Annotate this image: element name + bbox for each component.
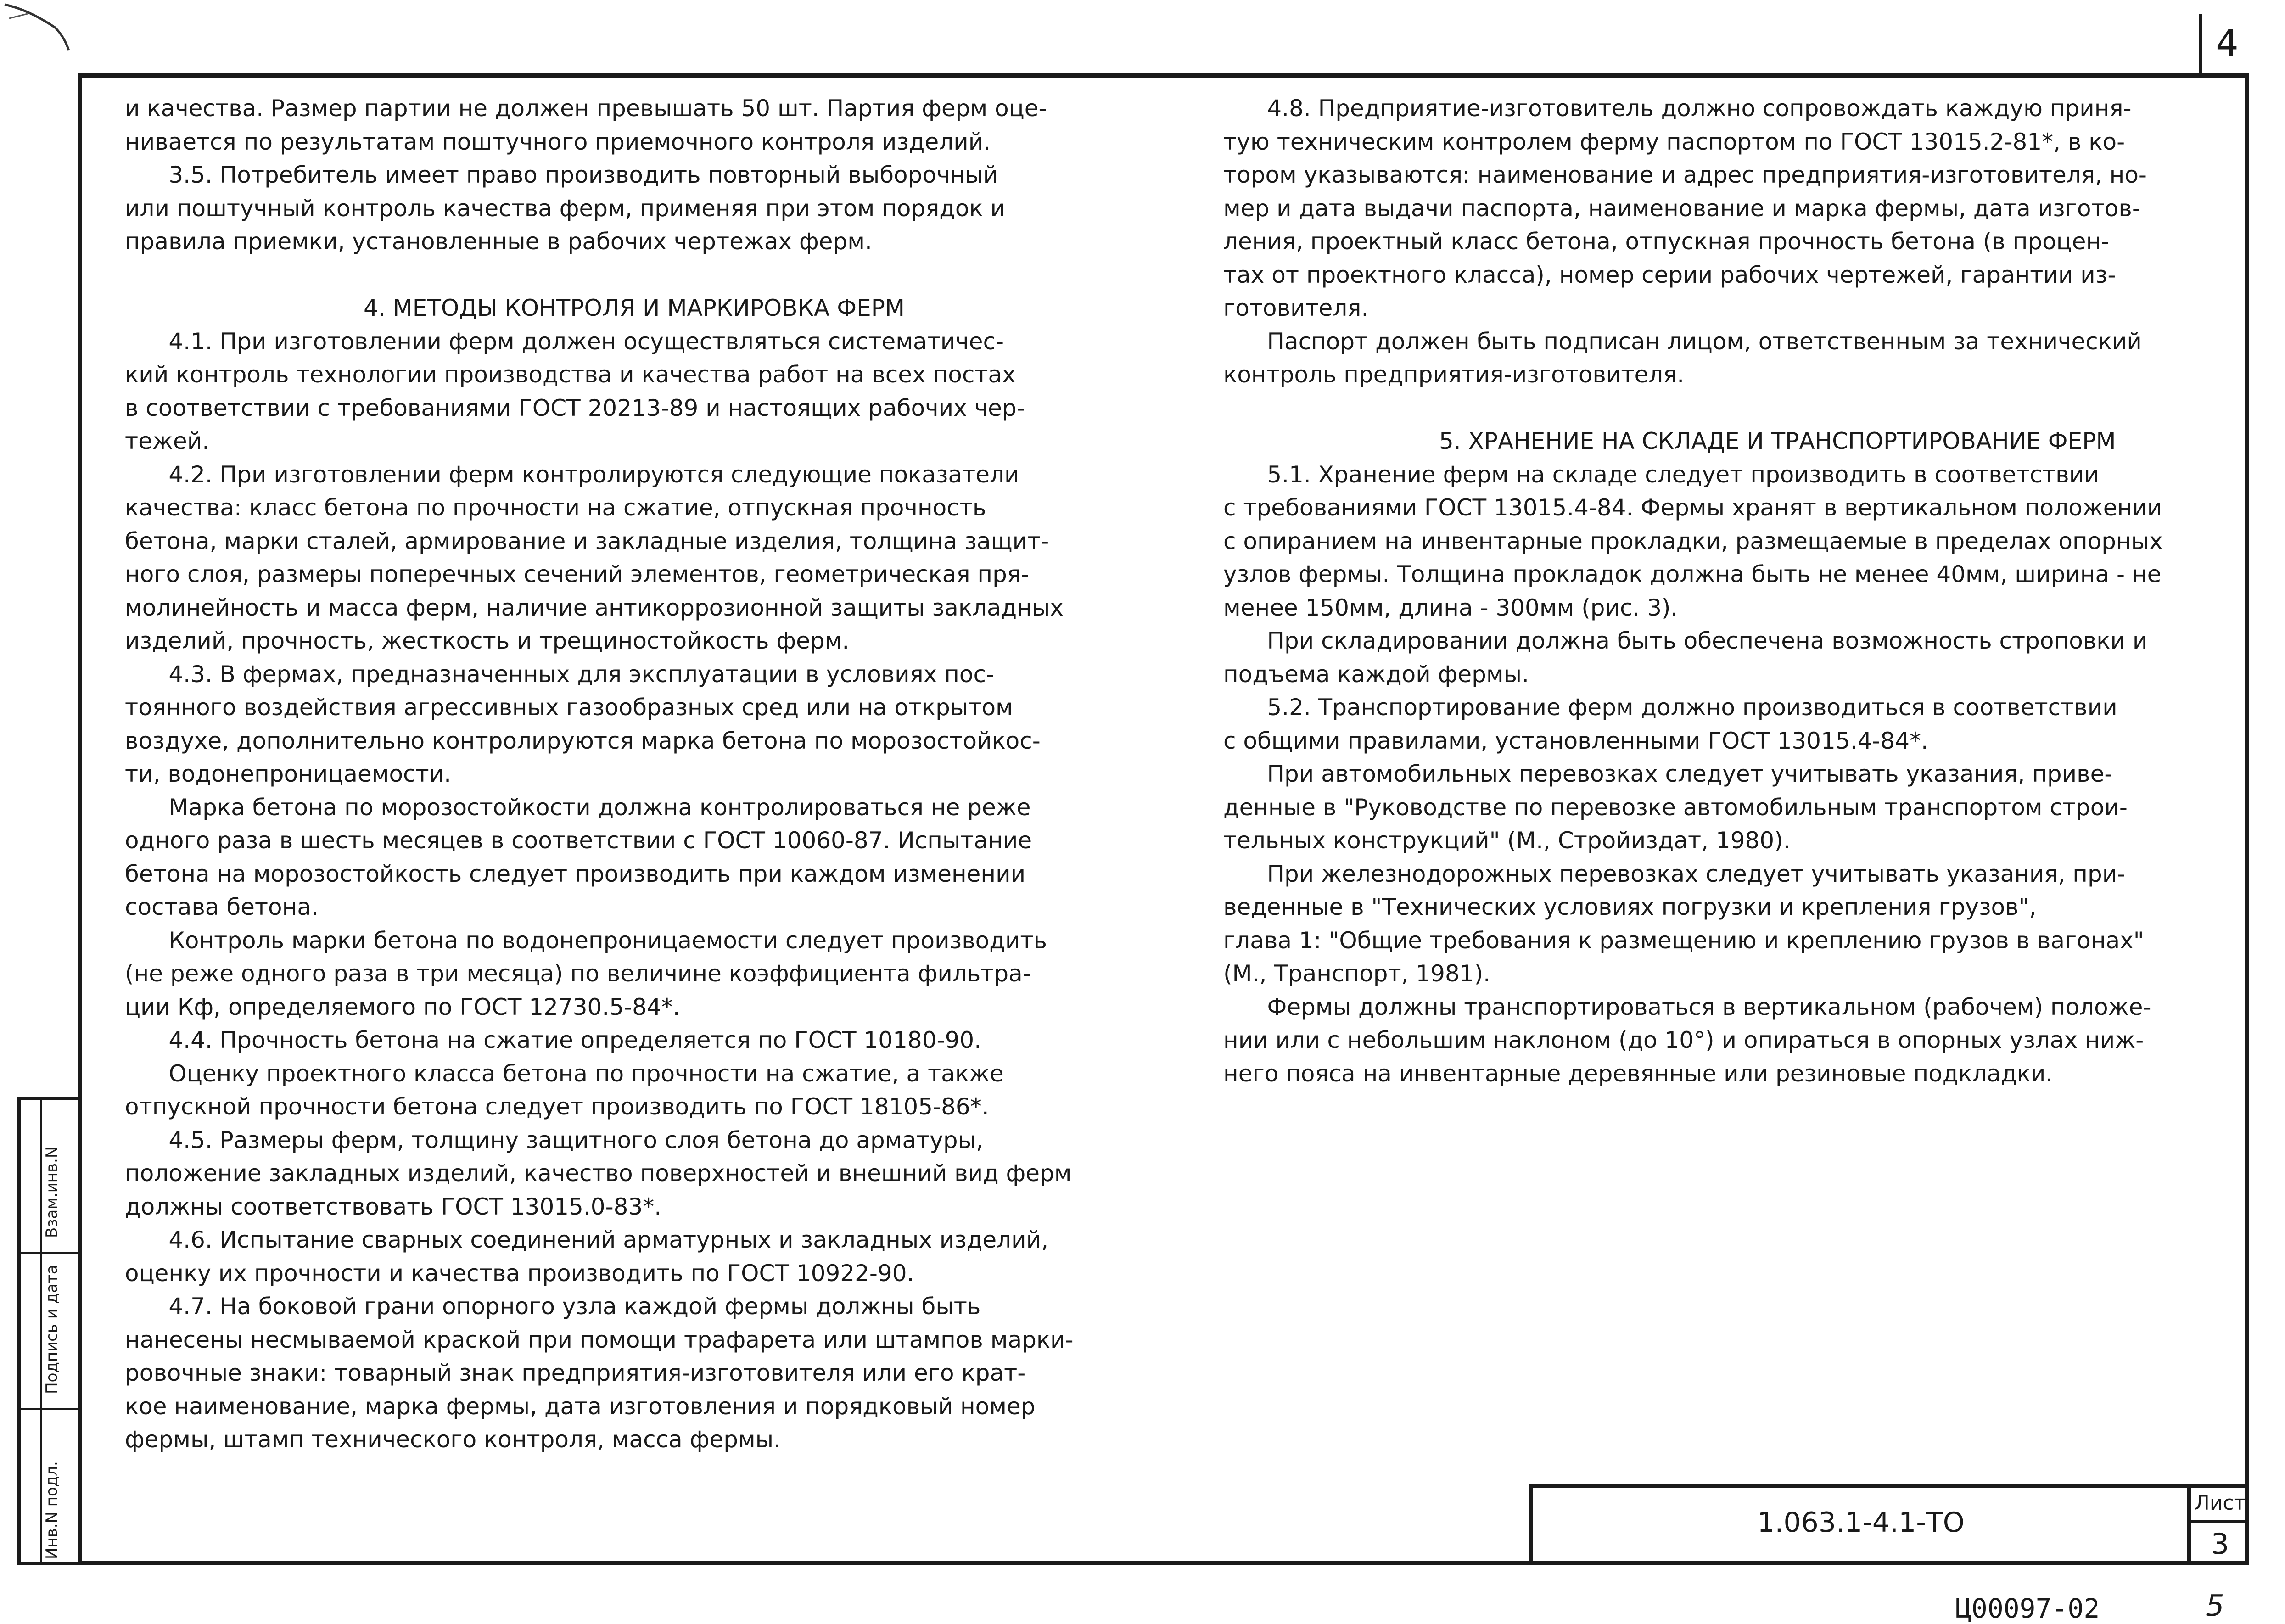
text-line: кий контроль технологии производства и качества работ на всех постах	[125, 361, 1016, 388]
text-line: 4.5. Размеры ферм, толщину защитного слоя бетона до арматуры,	[125, 1126, 983, 1154]
text-line: 4.6. Испытание сварных соединений арматурных и закладных изделий,	[125, 1226, 1048, 1253]
text-line: Фермы должны транспортироваться в вертикальном (рабочем) положе-	[1223, 993, 2151, 1020]
text-line: отпускной прочности бетона следует производить по ГОСТ 18105-86*.	[125, 1093, 989, 1120]
text-line: Оценку проектного класса бетона по прочности на сжатие, а также	[125, 1060, 1004, 1087]
sheet-number: 3	[2211, 1527, 2229, 1561]
text-line: 4.3. В фермах, предназначенных для эксплуатации в условиях пос-	[125, 661, 995, 688]
side-stamp-divider	[40, 1100, 42, 1562]
text-line: Марка бетона по морозостойкости должна контролироваться не реже	[125, 794, 1031, 821]
text-line: и качества. Размер партии не должен превышать 50 шт. Партия ферм оце-	[125, 95, 1047, 122]
text-line: 4.8. Предприятие-изготовитель должно сопровождать каждую приня-	[1223, 95, 2132, 122]
text-line: нии или с небольшим наклоном (до 10°) и опираться в опорных узлах ниж-	[1223, 1027, 2144, 1053]
text-line: кое наименование, марка фермы, дата изготовления и порядковый номер	[125, 1393, 1036, 1420]
top-page-number: 4	[2199, 14, 2252, 73]
text-line: тоянного воздействия агрессивных газообразных сред или на открытом	[125, 694, 1013, 721]
text-line: тах от проектного класса), номер серии рабочих чертежей, гарантии из-	[1223, 261, 2116, 288]
side-stamp-cell-border	[21, 1252, 78, 1254]
section-heading: 5. ХРАНЕНИЕ НА СКЛАДЕ И ТРАНСПОРТИРОВАНИЕ ФЕРМ	[1439, 428, 2116, 454]
paragraph-gap	[125, 258, 1074, 292]
text-line: (М., Транспорт, 1981).	[1223, 960, 1491, 987]
vzam-inv-label: Взам.инв.N	[43, 1146, 61, 1238]
text-line: в соответствии с требованиями ГОСТ 20213-89 и настоящих рабочих чер-	[125, 394, 1025, 421]
text-line: тором указываются: наименование и адрес предприятия-изготовителя, но-	[1223, 162, 2147, 188]
text-line: При складировании должна быть обеспечена возможность строповки и	[1223, 627, 2148, 654]
text-line: должны соответствовать ГОСТ 13015.0-83*.	[125, 1193, 662, 1220]
side-stamp	[17, 1097, 78, 1565]
text-line: изделий, прочность, жесткость и трещиностойкость ферм.	[125, 627, 850, 654]
text-line: ти, водонепроницаемости.	[125, 761, 452, 787]
text-line: ции Кф, определяемого по ГОСТ 12730.5-84*.	[125, 993, 680, 1020]
text-line: тельных конструкций" (М., Стройиздат, 1980).	[1223, 827, 1791, 854]
text-line: веденные в "Технических условиях погрузки и крепления грузов",	[1223, 894, 2037, 920]
text-line: качества: класс бетона по прочности на сжатие, отпускная прочность	[125, 494, 986, 521]
text-line: узлов фермы. Толщина прокладок должна быть не менее 40мм, ширина - не	[1223, 561, 2162, 588]
text-line: контроль предприятия-изготовителя.	[1223, 361, 1685, 388]
text-line: При железнодорожных перевозках следует учитывать указания, при-	[1223, 860, 2126, 887]
text-line: одного раза в шесть месяцев в соответствии с ГОСТ 10060-87. Испытание	[125, 827, 1032, 854]
text-line: Паспорт должен быть подписан лицом, ответственным за технический	[1223, 328, 2142, 355]
text-line: тежей.	[125, 428, 210, 454]
right-text-column	[1223, 92, 2163, 1090]
text-line: правила приемки, установленные в рабочих чертежах ферм.	[125, 228, 872, 255]
corner-scribble	[0, 0, 83, 64]
text-line: бетона, марки сталей, армирование и закладные изделия, толщина защит-	[125, 527, 1049, 554]
section-heading: 4. МЕТОДЫ КОНТРОЛЯ И МАРКИРОВКА ФЕРМ	[364, 295, 905, 321]
text-line: бетона на морозостойкость следует производить при каждом изменении	[125, 860, 1026, 887]
text-line: 4.1. При изготовлении ферм должен осуществляться систематичес-	[125, 328, 1004, 355]
text-line: 4.7. На боковой грани опорного узла каждой фермы должны быть	[125, 1293, 981, 1320]
paragraph-gap	[1223, 392, 2163, 425]
text-line: с общими правилами, установленными ГОСТ 13015.4-84*.	[1223, 727, 1928, 754]
text-line: нивается по результатам поштучного приемочного контроля изделий.	[125, 128, 991, 155]
text-line: 3.5. Потребитель имеет право производить повторный выборочный	[125, 162, 998, 188]
text-line: глава 1: "Общие требования к размещению и креплению грузов в вагонах"	[1223, 927, 2144, 954]
text-line: положение закладных изделий, качество поверхностей и внешний вид ферм	[125, 1160, 1072, 1187]
text-line: ного слоя, размеры поперечных сечений элементов, геометрическая пря-	[125, 561, 1029, 588]
text-line: подъема каждой фермы.	[1223, 661, 1529, 688]
text-line: с опиранием на инвентарные прокладки, размещаемые в пределах опорных	[1223, 527, 2163, 554]
footer-page-number: 5	[2206, 1589, 2224, 1623]
text-line: готовителя.	[1223, 295, 1369, 321]
text-line: (не реже одного раза в три месяца) по величине коэффициента фильтра-	[125, 960, 1031, 987]
text-line: него пояса на инвентарные деревянные или резиновые подкладки.	[1223, 1060, 2053, 1087]
sheet-label: Лист	[2191, 1488, 2249, 1523]
sheet-box	[2187, 1488, 2249, 1565]
podpis-data-label: Подпись и дата	[43, 1265, 61, 1394]
title-block	[1529, 1484, 2249, 1565]
document-designation: 1.063.1-4.1-ТО	[1757, 1506, 1965, 1539]
text-line: 5.1. Хранение ферм на складе следует производить в соответствии	[1223, 461, 2099, 488]
text-line: с требованиями ГОСТ 13015.4-84. Фермы хранят в вертикальном положении	[1223, 494, 2162, 521]
text-line: ления, проектный класс бетона, отпускная прочность бетона (в процен-	[1223, 228, 2110, 255]
text-line: молинейность и масса ферм, наличие антикоррозионной защиты закладных	[125, 594, 1064, 621]
archive-code: Ц00097-02	[1955, 1593, 2100, 1624]
text-line: оценку их прочности и качества производить по ГОСТ 10922-90.	[125, 1260, 914, 1287]
text-line: воздухе, дополнительно контролируются марка бетона по морозостойкос-	[125, 727, 1041, 754]
text-line: денные в "Руководстве по перевозке автомобильным транспортом строи-	[1223, 794, 2128, 821]
text-line: фермы, штамп технического контроля, масса фермы.	[125, 1426, 781, 1453]
text-line: нанесены несмываемой краской при помощи трафарета или штампов марки-	[125, 1326, 1074, 1353]
text-line: ровочные знаки: товарный знак предприятия-изготовителя или его крат-	[125, 1360, 1026, 1386]
text-line: 5.2. Транспортирование ферм должно производиться в соответствии	[1223, 694, 2117, 721]
text-line: При автомобильных перевозках следует учитывать указания, приве-	[1223, 761, 2113, 787]
inv-podl-label: Инв.N подл.	[43, 1461, 61, 1559]
side-stamp-cell-border	[21, 1408, 78, 1410]
left-text-column	[125, 92, 1074, 1456]
text-line: Контроль марки бетона по водонепроницаемости следует производить	[125, 927, 1047, 954]
text-line: тую техническим контролем ферму паспортом по ГОСТ 13015.2-81*, в ко-	[1223, 128, 2125, 155]
text-line: или поштучный контроль качества ферм, применяя при этом порядок и	[125, 195, 1006, 222]
text-line: 4.2. При изготовлении ферм контролируются следующие показатели	[125, 461, 1019, 488]
text-line: 4.4. Прочность бетона на сжатие определяется по ГОСТ 10180-90.	[125, 1027, 982, 1053]
text-line: состава бетона.	[125, 894, 319, 920]
text-line: менее 150мм, длина - 300мм (рис. 3).	[1223, 594, 1678, 621]
text-line: мер и дата выдачи паспорта, наименование и марка фермы, дата изготов-	[1223, 195, 2140, 222]
